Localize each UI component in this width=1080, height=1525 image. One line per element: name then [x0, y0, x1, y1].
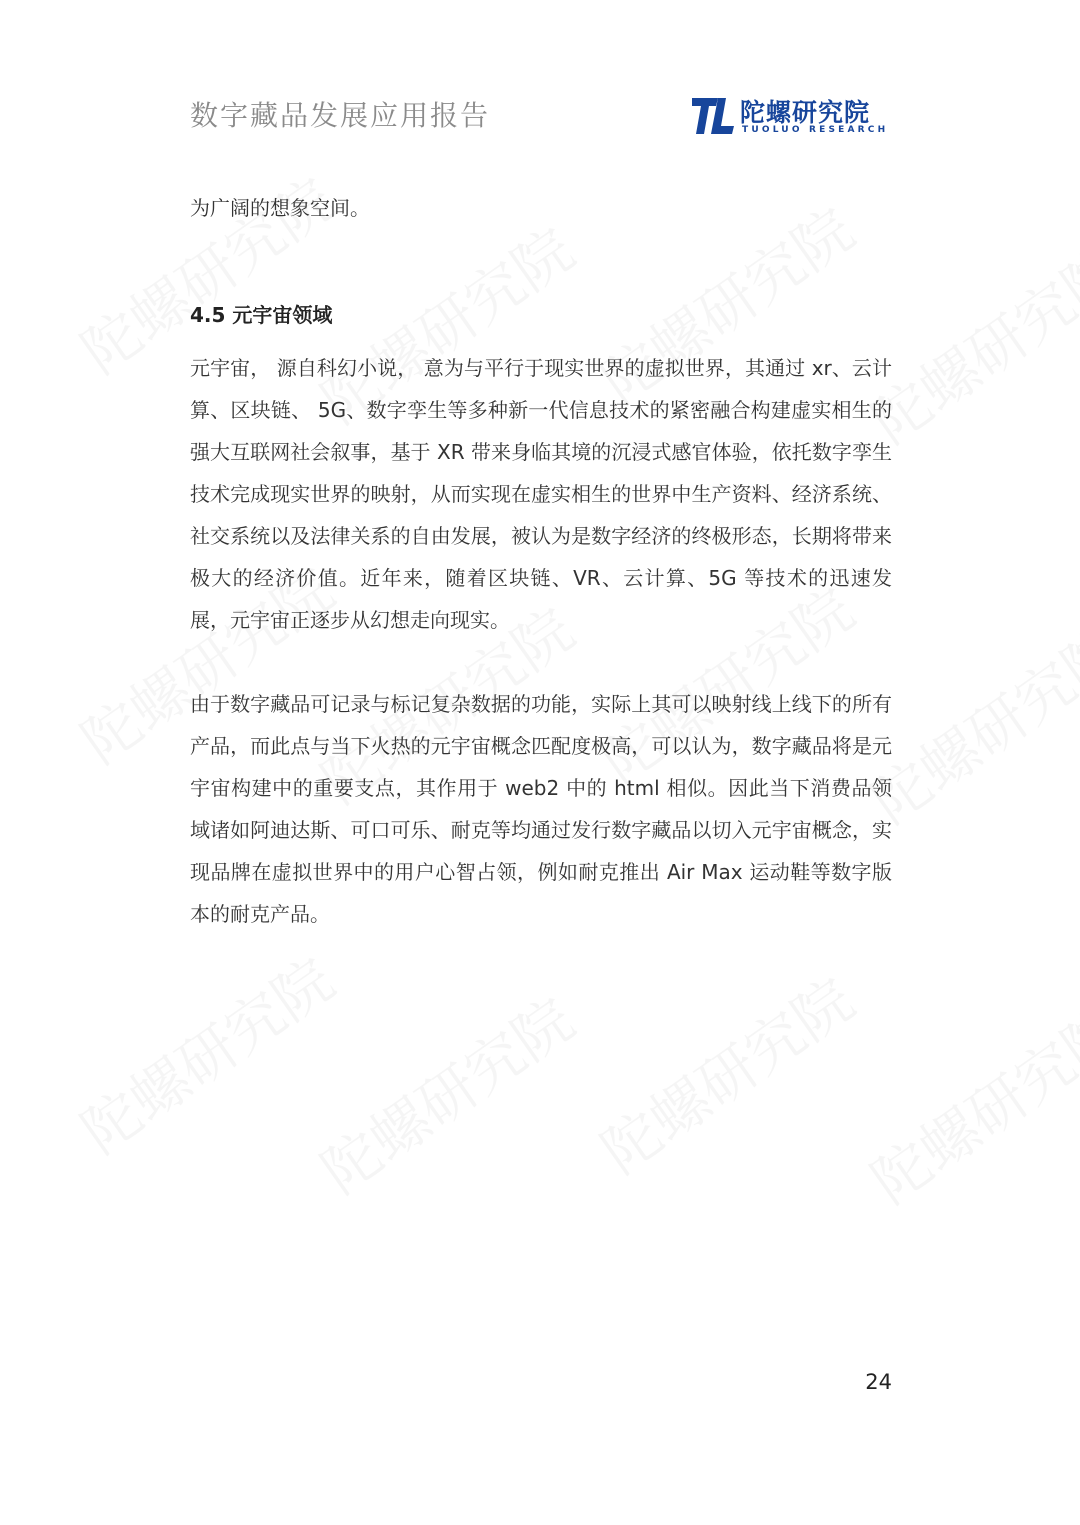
- section-heading: 4.5 元宇宙领域: [190, 303, 333, 327]
- logo-english-name: TUOLUO RESEARCH: [742, 125, 889, 135]
- brand-logo: [692, 96, 890, 136]
- body-paragraph: 元宇宙， 源自科幻小说， 意为与平行于现实世界的虚拟世界，其通过 xr、云计算、区块链、 5G、数字孪生等多种新一代信息技术的紧密融合构建虚实相生的强大互联网社会叙事，基于 XR 带来身临其境的沉浸式感官体验，依托数字孪生技术完成现实世界的映射，从而实现在虚实相生的世界中生产资料、经济系统、社交系统以及法律关系的自由发展，被认为是数字经济的终极形态，长期将带来极大的经济价值。近年来，随着区块链、VR、云计算、5G 等技术的迅速发展，元宇宙正逐步从幻想走向现实。: [190, 356, 892, 632]
- watermark-text: [852, 984, 1080, 1219]
- body-paragraph: 由于数字藏品可记录与标记复杂数据的功能，实际上其可以映射线上线下的所有产品，而此点与当下火热的元宇宙概念匹配度极高，可以认为，数字藏品将是元宇宙构建中的重要支点，其作用于 web2 中的 html 相似。因此当下消费品领域诸如阿迪达斯、可口可乐、耐克等均通过发行数字藏品以切入元宇宙概念，实现品牌在虚拟世界中的用户心智占领，例如耐克推出 Air Max 运动鞋等数字版本的耐克产品。: [190, 692, 892, 926]
- watermark-text: [302, 974, 588, 1209]
- document-title: 数字藏品发展应用报告: [190, 99, 491, 132]
- document-header: [190, 92, 890, 142]
- page-number: 24: [865, 1370, 892, 1394]
- watermark-text: [62, 934, 348, 1169]
- intro-continuation: 为广阔的想象空间。: [190, 196, 370, 220]
- document-body: [190, 187, 892, 935]
- watermark-text: [582, 954, 868, 1189]
- tl-logo-icon: [692, 96, 734, 136]
- logo-chinese-name: 陀螺研究院: [740, 98, 871, 127]
